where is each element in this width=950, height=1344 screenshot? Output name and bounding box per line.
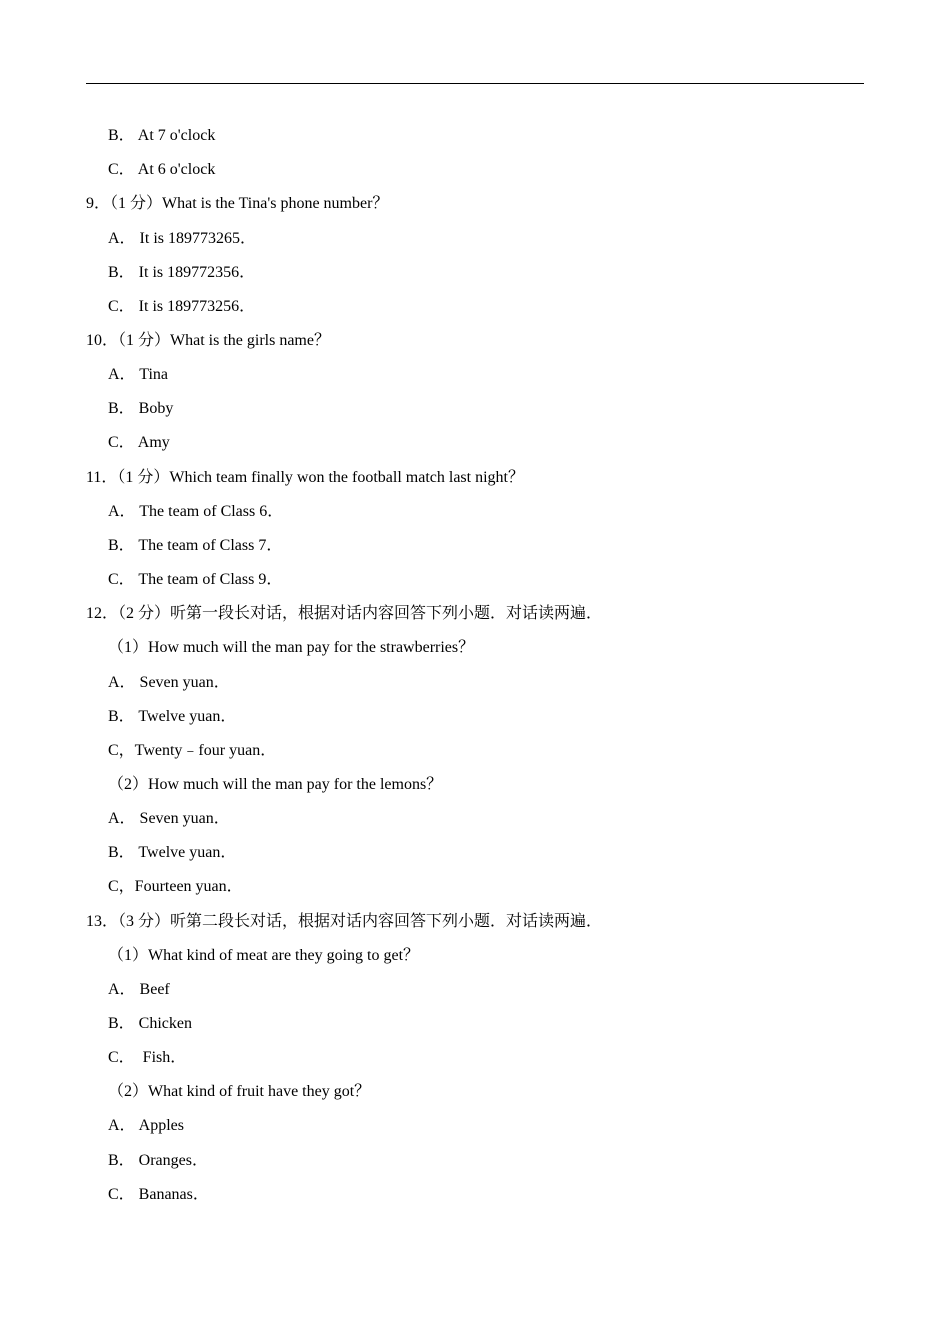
q13-sub-1: （1）What kind of meat are they going to get？ <box>108 947 420 964</box>
question-12: 12．（2 分）听第一段长对话，根据对话内容回答下列小题．对话读两遍． <box>86 605 603 622</box>
q11-option-a: A． The team of Class 6． <box>108 503 284 520</box>
q10-option-b: B． Boby <box>108 400 174 417</box>
q12-2-option-a: A． Seven yuan． <box>108 810 230 827</box>
q12-1-option-b: B． Twelve yuan． <box>108 708 237 725</box>
q13-2-option-c: C． Bananas． <box>108 1186 209 1203</box>
q10-option-a: A． Tina <box>108 366 169 383</box>
q10-option-c: C． Amy <box>108 434 170 451</box>
q13-2-option-a: A． Apples <box>108 1117 185 1134</box>
question-11: 11．（1 分）Which team finally won the football match last night？ <box>86 469 524 486</box>
q8-option-b: B． At 7 o'clock <box>108 127 216 144</box>
question-13: 13．（3 分）听第二段长对话，根据对话内容回答下列小题．对话读两遍． <box>86 913 603 930</box>
q12-1-option-c: C，Twenty﹣four yuan． <box>108 742 277 759</box>
q12-sub-1: （1）How much will the man pay for the strawberries？ <box>108 639 475 656</box>
q9-option-a: A． It is 189773265． <box>108 230 257 247</box>
q13-1-option-c: C． Fish． <box>108 1049 187 1066</box>
q9-option-c: C． It is 189773256． <box>108 298 256 315</box>
q9-option-b: B． It is 189772356． <box>108 264 256 281</box>
q13-1-option-b: B． Chicken <box>108 1015 192 1032</box>
q13-sub-2: （2）What kind of fruit have they got？ <box>108 1083 371 1100</box>
header-rule <box>86 83 864 84</box>
question-10: 10．（1 分）What is the girls name？ <box>86 332 330 349</box>
q12-2-option-c: C，Fourteen yuan． <box>108 878 243 895</box>
q11-option-c: C． The team of Class 9． <box>108 571 283 588</box>
q12-1-option-a: A． Seven yuan． <box>108 674 230 691</box>
q12-2-option-b: B． Twelve yuan． <box>108 844 237 861</box>
q11-option-b: B． The team of Class 7． <box>108 537 283 554</box>
q13-2-option-b: B． Oranges． <box>108 1152 208 1169</box>
q12-sub-2: （2）How much will the man pay for the lemons？ <box>108 776 443 793</box>
question-9: 9．（1 分）What is the Tina's phone number？ <box>86 195 389 212</box>
q8-option-c: C． At 6 o'clock <box>108 161 216 178</box>
q13-1-option-a: A． Beef <box>108 981 170 998</box>
